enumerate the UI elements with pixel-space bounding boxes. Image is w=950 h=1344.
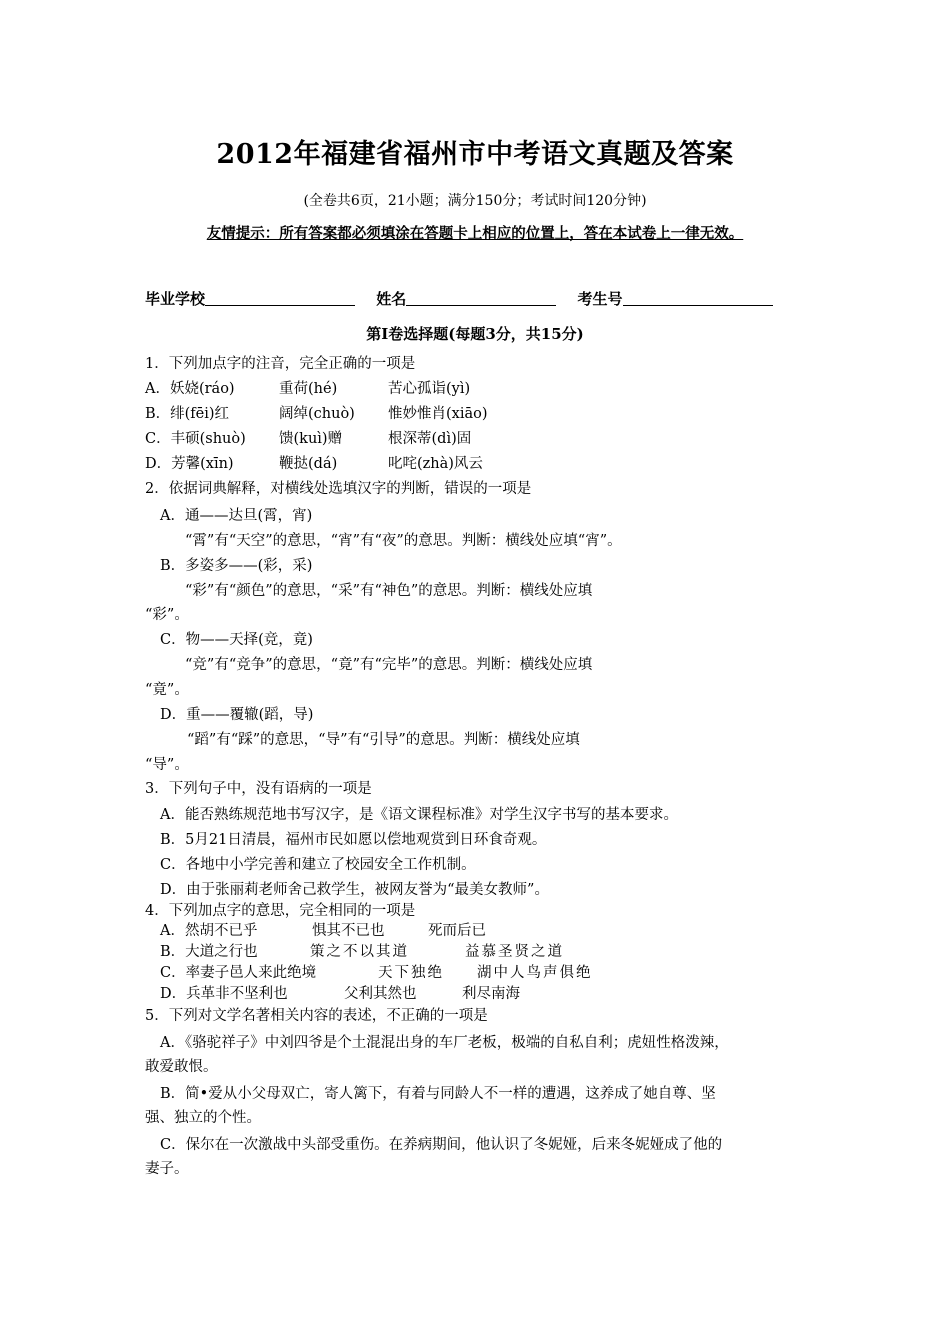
q5-option-b-line1: B．简•爱从小父母双亡，寄人篱下，有着与同龄人不一样的遭遇，这养成了她自尊、坚 bbox=[160, 1086, 716, 1102]
q5-option-c-line1: C．保尔在一次激战中头部受重伤。在养病期间，他认识了冬妮娅，后来冬妮娅成了他的 bbox=[160, 1137, 723, 1153]
q2-c-tail: “竟”。 bbox=[145, 682, 189, 698]
q4-d-2: 父利其然也 bbox=[344, 986, 417, 1002]
name-blank bbox=[406, 291, 556, 306]
q1-c-1: C．丰硕(shuò) bbox=[145, 431, 246, 447]
q4-c-3: 湖中人鸟声俱绝 bbox=[477, 965, 593, 981]
exam-id-blank bbox=[623, 291, 773, 306]
q3-stem: 3．下列句子中，没有语病的一项是 bbox=[145, 781, 372, 797]
school-blank bbox=[205, 291, 355, 306]
q1-c-2: 馈(kuì)赠 bbox=[279, 431, 343, 447]
q4-d-1: D．兵革非不坚利也 bbox=[160, 986, 288, 1002]
q1-d-2: 鞭挞(dá) bbox=[279, 456, 338, 472]
q4-a-3: 死而后已 bbox=[428, 923, 486, 939]
q1-option-a bbox=[145, 380, 470, 398]
q4-b-1: B．大道之行也 bbox=[160, 944, 258, 960]
q1-option-c bbox=[145, 430, 471, 448]
section-title: 第Ⅰ卷选择题(每题3分，共15分) bbox=[366, 325, 584, 343]
q3-option-b: B．5月21日清晨，福州市民如愿以偿地观赏到日环食奇观。 bbox=[160, 832, 547, 848]
q1-option-b bbox=[145, 405, 488, 423]
friendly-notice: 友情提示：所有答案都必须填涂在答题卡上相应的位置上，答在本试卷上一律无效。 bbox=[206, 225, 744, 242]
q4-option-b bbox=[160, 943, 564, 961]
q1-c-3: 根深蒂(dì)固 bbox=[388, 431, 472, 447]
q1-a-3: 苦心孤诣(yì) bbox=[388, 381, 471, 397]
q1-d-1: D．芳馨(xīn) bbox=[145, 456, 234, 472]
q2-d-body: “蹈”有“踩”的意思，“导”有“引导”的意思。判断：横线处应填 bbox=[187, 732, 580, 748]
q5-option-a-line1: A．《骆驼祥子》中刘四爷是个土混混出身的车厂老板，极端的自私自利；虎妞性格泼辣， bbox=[160, 1035, 729, 1051]
q2-b-head: B．多姿多——(彩，采) bbox=[160, 558, 313, 574]
q4-c-2: 天下独绝 bbox=[378, 965, 444, 981]
q1-a-2: 重荷(hé) bbox=[279, 381, 338, 397]
q2-b-tail: “彩”。 bbox=[145, 607, 189, 623]
page-title: 2012年福建省福州市中考语文真题及答案 bbox=[216, 139, 734, 170]
name-label: 姓名 bbox=[376, 290, 407, 308]
q1-b-2: 阔绰(chuò) bbox=[279, 406, 355, 422]
q2-d-head: D．重——覆辙(蹈，导) bbox=[160, 707, 314, 723]
student-info-row bbox=[145, 288, 789, 309]
q4-b-3: 益慕圣贤之道 bbox=[465, 944, 564, 960]
q4-stem: 4．下列加点字的意思，完全相同的一项是 bbox=[145, 903, 416, 919]
q3-option-a: A．能否熟练规范地书写汉字，是《语文课程标准》对学生汉字书写的基本要求。 bbox=[160, 807, 678, 823]
q2-b-body: “彩”有“颜色”的意思，“采”有“神色”的意思。判断：横线处应填 bbox=[185, 583, 593, 599]
q5-stem: 5．下列对文学名著相关内容的表述，不正确的一项是 bbox=[145, 1008, 488, 1024]
school-label: 毕业学校 bbox=[145, 290, 206, 308]
q4-option-d bbox=[160, 985, 520, 1003]
q4-c-1: C．率妻子邑人来此绝境 bbox=[160, 965, 317, 981]
q2-stem: 2．依据词典解释，对横线处选填汉字的判断，错误的一项是 bbox=[145, 481, 532, 497]
q2-c-head: C．物——天择(竞，竟) bbox=[160, 632, 313, 648]
q1-option-d bbox=[145, 455, 483, 473]
q5-option-b-line2: 强、独立的个性。 bbox=[145, 1110, 261, 1126]
q1-b-3: 惟妙惟肖(xiāo) bbox=[388, 406, 488, 422]
exam-subtitle: (全卷共6页，21小题；满分150分；考试时间120分钟) bbox=[303, 193, 647, 209]
q5-option-c-line2: 妻子。 bbox=[145, 1161, 189, 1177]
q4-option-c bbox=[160, 964, 593, 982]
q4-option-a bbox=[160, 922, 486, 940]
q1-b-1: B．绯(fēi)红 bbox=[145, 406, 230, 422]
q1-a-1: A．妖娆(ráo) bbox=[145, 381, 235, 397]
q2-d-tail: “导”。 bbox=[145, 757, 189, 773]
q2-c-body: “竞”有“竞争”的意思，“竟”有“完毕”的意思。判断：横线处应填 bbox=[185, 657, 593, 673]
q4-a-2: 惧其不已也 bbox=[312, 923, 385, 939]
q4-a-1: A．然胡不已乎 bbox=[160, 923, 258, 939]
q3-option-c: C．各地中小学完善和建立了校园安全工作机制。 bbox=[160, 857, 476, 873]
q2-a-body: “霄”有“天空”的意思，“宵”有“夜”的意思。判断：横线处应填“宵”。 bbox=[185, 533, 622, 549]
q4-d-3: 利尽南海 bbox=[462, 986, 520, 1002]
exam-id-label: 考生号 bbox=[577, 290, 623, 308]
q2-a-head: A．通——达旦(霄，宵) bbox=[160, 508, 313, 524]
q4-b-2: 策之不以其道 bbox=[310, 944, 409, 960]
q5-option-a-line2: 敢爱敢恨。 bbox=[145, 1059, 218, 1075]
q1-d-3: 叱咤(zhà)风云 bbox=[388, 456, 483, 472]
q1-stem: 1．下列加点字的注音，完全正确的一项是 bbox=[145, 356, 416, 372]
q3-option-d: D．由于张丽莉老师舍己救学生，被网友誉为“最美女教师”。 bbox=[160, 882, 549, 898]
